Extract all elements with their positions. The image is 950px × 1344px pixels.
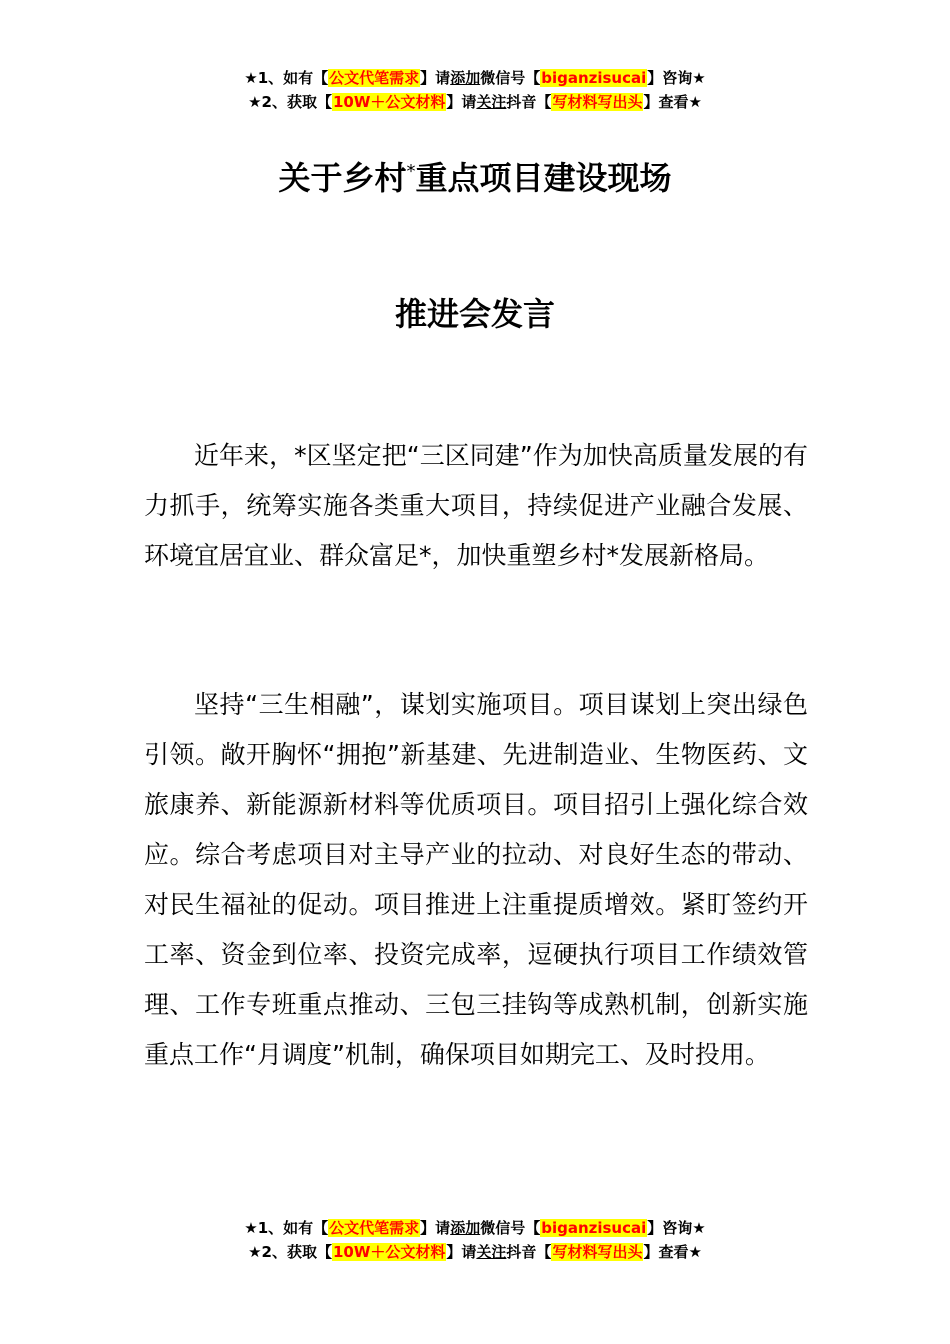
header-banner — [0, 66, 950, 114]
body-paragraph-2: 坚持“三生相融”，谋划实施项目。项目谋划上突出绿色引领。敞开胸怀“拥抱”新基建、先进制造业、生物医药、文旅康养、新能源新材料等优质项目。项目招引上强化综合效应。综合考虑项目对主导产业的拉动、对良好生态的带动、对民生福祉的促动。项目推进上注重提质增效。紧盯签约开工率、资金到位率、投资完成率，逗硬执行项目工作绩效管理、工作专班重点推动、三包三挂钩等成熟机制，创新实施重点工作“月调度”机制，确保项目如期完工、及时投用。 — [144, 690, 808, 1069]
banner-highlight: 10W＋公文材料 — [332, 93, 446, 111]
banner-underlined-text: 关注 — [476, 1243, 507, 1261]
banner-text: 】请 — [446, 93, 477, 111]
banner-highlight: 10W＋公文材料 — [332, 1243, 446, 1261]
banner-line-1 — [0, 1216, 950, 1240]
banner-line-2 — [0, 90, 950, 114]
document-title-line-2: 推进会发言 — [394, 295, 555, 333]
banner-underlined-text: 关注 — [476, 93, 507, 111]
banner-text: 】咨询★ — [647, 69, 706, 87]
banner-text: 】请 — [446, 1243, 477, 1261]
banner-text: ★2、获取【 — [248, 93, 332, 111]
banner-text: 微信号【 — [480, 1219, 541, 1237]
banner-text: 】咨询★ — [647, 1219, 706, 1237]
banner-highlight: 公文代笔需求 — [329, 69, 420, 87]
banner-text: 】请 — [420, 1219, 451, 1237]
banner-line-1 — [0, 66, 950, 90]
banner-text: ★1、如有【 — [244, 69, 329, 87]
banner-highlight: biganzisucai — [541, 69, 647, 87]
banner-text: 】查看★ — [643, 1243, 702, 1261]
banner-underlined-text: 添加 — [450, 1219, 481, 1237]
banner-text: 】请 — [420, 69, 451, 87]
body-paragraph-1: 近年来，*区坚定把“三区同建”作为加快高质量发展的有力抓手，统筹实施各类重大项目，持续促进产业融合发展、环境宜居宜业、群众富足*，加快重塑乡村*发展新格局。 — [144, 441, 808, 570]
footer-banner — [0, 1216, 950, 1264]
banner-text: ★2、获取【 — [248, 1243, 332, 1261]
banner-highlight: 公文代笔需求 — [329, 1219, 420, 1237]
banner-text: 】查看★ — [643, 93, 702, 111]
document-title-line-1 — [0, 152, 950, 198]
banner-text: 抖音【 — [506, 93, 552, 111]
banner-underlined-text: 添加 — [450, 69, 481, 87]
banner-text: 微信号【 — [480, 69, 541, 87]
banner-text: 抖音【 — [506, 1243, 552, 1261]
title-text: 关于乡村 — [278, 159, 407, 197]
banner-highlight: 写材料写出头 — [552, 1243, 643, 1261]
banner-line-2 — [0, 1240, 950, 1264]
banner-highlight: 写材料写出头 — [552, 93, 643, 111]
banner-text: ★1、如有【 — [244, 1219, 329, 1237]
title-text: 重点项目建设现场 — [415, 159, 672, 197]
title-asterisk: * — [406, 161, 416, 182]
banner-highlight: biganzisucai — [541, 1219, 647, 1237]
